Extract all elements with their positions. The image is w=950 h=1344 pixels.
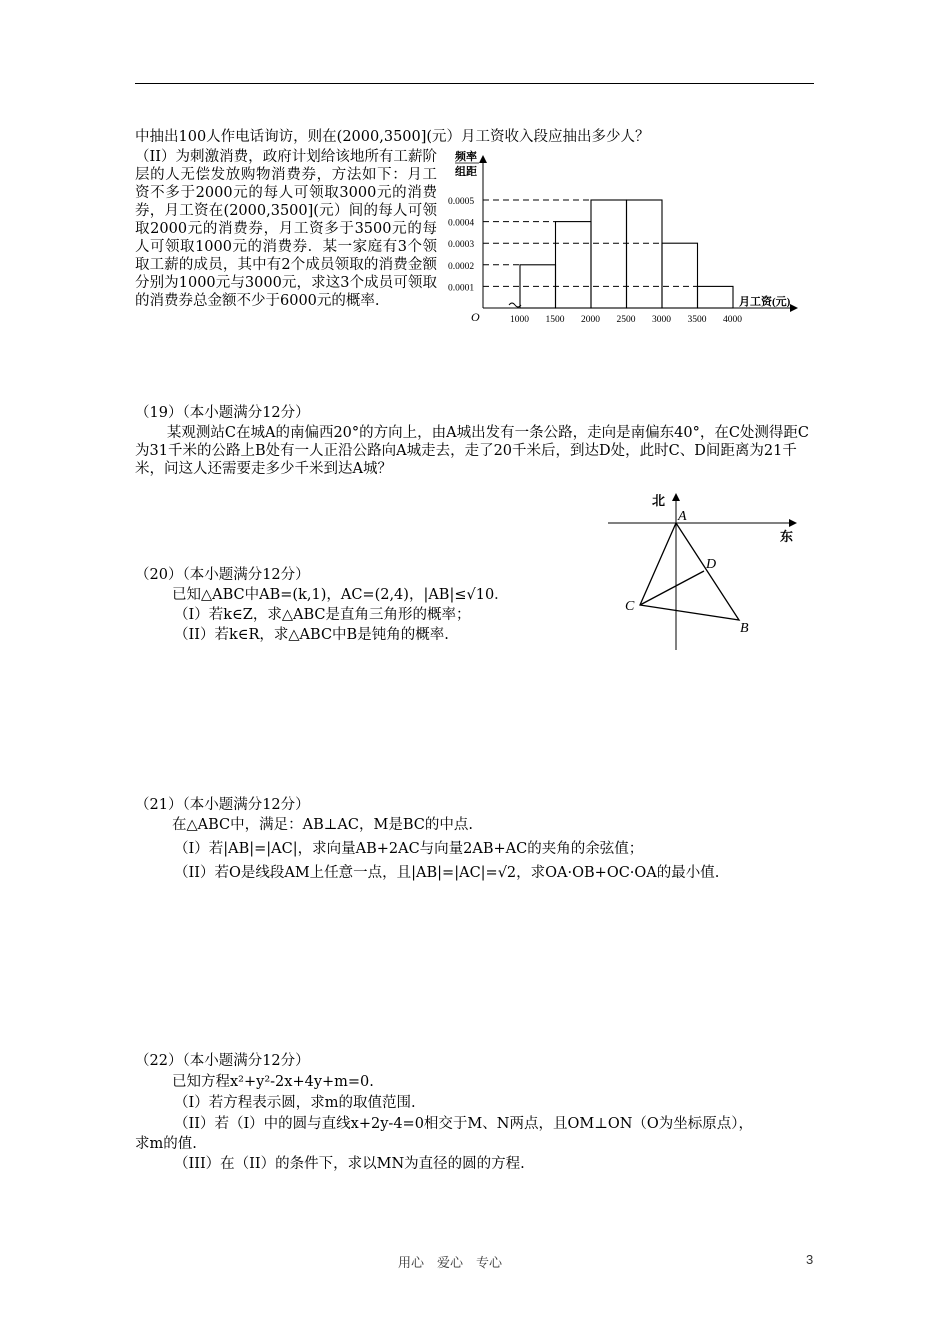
x-tick-label: 2500 — [616, 315, 636, 325]
bearing-diagram — [600, 488, 810, 653]
q21-line2: （I）若|AB|=|AC|，求向量AB+2AC与向量2AB+AC的夹角的余弦值； — [174, 841, 644, 857]
segment-cd — [640, 571, 704, 605]
x-tick-label: 3500 — [687, 315, 707, 325]
x-tick-label: 4000 — [723, 315, 742, 325]
q22-head: （22）（本小题满分12分） — [135, 1053, 310, 1069]
q21-line3: （II）若O是线段AM上任意一点，且|AB|=|AC|=√2，求OA·OB+OC·OA的最小值. — [174, 865, 720, 881]
x-tick-label: 1000 — [510, 315, 529, 325]
q19-body: 某观测站C在城A的南偏西20°的方向上，由A城出发有一条公路，走向是南偏东40°，在C处测得距C为31千米的公路上B处有一人正沿公路向A城走去，走了20千米后，到达D处，此时C、D间距离为21千米，问这人还需要走多少千米到达A城？ — [135, 425, 810, 477]
point-d-label: D — [706, 557, 717, 572]
histogram-bar — [662, 243, 698, 308]
y-tick-label: 0.0003 — [448, 240, 475, 251]
q19-head: （19）（本小题满分12分） — [135, 405, 310, 421]
histogram-chart — [445, 148, 805, 328]
header-rule — [135, 83, 814, 84]
histogram-bar — [698, 286, 734, 308]
q22-line5: （III）在（II）的条件下，求以MN为直径的圆的方程. — [174, 1156, 525, 1172]
x-tick-label: 1500 — [545, 315, 565, 325]
axis-break — [509, 303, 521, 307]
q18-part2: （II）为刺激消费，政府计划给该地所有工薪阶层的人无偿发放购物消费券，方法如下：月工资不多于2000元的每人可领取3000元的消费券，月工资在(2000,3500](元）间的每人可领取2000元的消费券，月工资多于3500元的每人可领取1000元的消费券．某一家庭有3个领取工薪的成员，其中有2个成员领取的消费金额分别为1000元与3000元，求这3个成员可领取的消费券总金额不少于6000元的概率. — [135, 149, 437, 309]
east-label: 东 — [780, 529, 794, 544]
q20-line1: 已知△ABC中AB=(k,1)，AC=(2,4)，|AB|≤√10． — [172, 587, 509, 603]
point-c-label: C — [625, 599, 635, 614]
triangle-abc — [640, 523, 739, 620]
q18-line1: 中抽出100人作电话询访，则在(2000,3500](元）月工资收入段应抽出多少人？ — [135, 129, 650, 145]
point-b-label: B — [740, 621, 749, 636]
north-label: 北 — [652, 493, 666, 508]
q22-line1: 已知方程x²+y²-2x+4y+m=0. — [172, 1074, 374, 1090]
point-a-label: A — [678, 509, 687, 524]
origin-label: O — [471, 310, 480, 324]
q20-head: （20）（本小题满分12分） — [135, 567, 310, 583]
q22-line3: （II）若（I）中的圆与直线x+2y-4=0相交于M、N两点，且OM⊥ON（O为坐标原点）， — [174, 1116, 754, 1132]
histogram-bar — [556, 222, 592, 308]
x-tick-label: 2000 — [581, 315, 600, 325]
y-tick-label: 0.0004 — [448, 218, 475, 229]
q20-line2: （I）若k∈Z，求△ABC是直角三角形的概率； — [174, 607, 471, 623]
q20-line3: （II）若k∈R，求△ABC中B是钝角的概率. — [174, 627, 449, 643]
footer-motto: 用心 爱心 专心 — [398, 1255, 503, 1270]
page-number: 3 — [806, 1252, 814, 1267]
q21-head: （21）（本小题满分12分） — [135, 797, 310, 813]
y-tick-label: 0.0002 — [448, 261, 475, 272]
q22-line2: （I）若方程表示圆，求m的取值范围. — [174, 1095, 416, 1111]
y-label-top: 频率 — [455, 151, 477, 163]
y-tick-label: 0.0005 — [448, 197, 475, 207]
x-tick-label: 3000 — [652, 315, 671, 325]
x-axis-label: 月工资(元) — [739, 296, 791, 308]
y-label-bottom: 组距 — [455, 166, 477, 178]
q22-line4: 求m的值. — [135, 1136, 197, 1152]
y-tick-label: 0.0001 — [448, 283, 475, 294]
histogram-bar — [627, 200, 663, 308]
histogram-bar — [591, 200, 627, 308]
q21-line1: 在△ABC中，满足：AB⊥AC，M是BC的中点. — [172, 817, 473, 833]
